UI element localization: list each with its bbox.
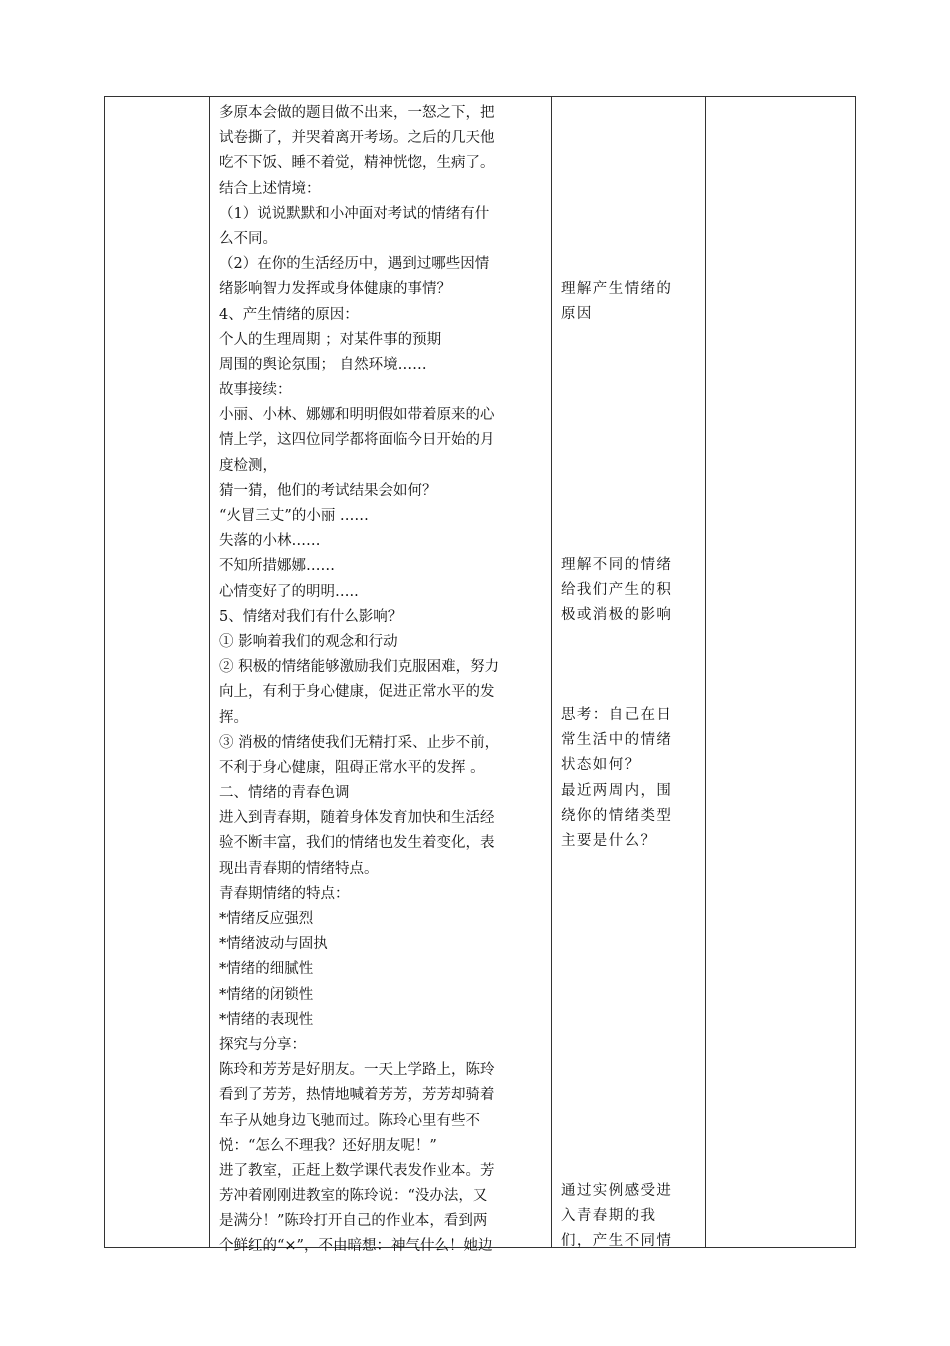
content-line: ③ 消极的情绪使我们无精打采、止步不前， [219, 734, 500, 751]
note-line: 给我们产生的积 [561, 582, 673, 599]
note-line: 主要是什么？ [561, 832, 657, 849]
note-line: 通过实例感受进 [561, 1183, 673, 1199]
content-line: （2）在你的生活经历中，遇到过哪些因情 [219, 256, 490, 273]
content-line: *情绪的表现性 [219, 1011, 314, 1028]
content-line: 车子从她身边飞驰而过。陈玲心里有些不 [219, 1112, 480, 1129]
content-line: 多原本会做的题目做不出来，一怒之下，把 [219, 105, 495, 121]
note-line: 入青春期的我 [561, 1208, 657, 1225]
content-line: 度检测， [219, 457, 277, 474]
content-line: （1）说说默默和小冲面对考试的情绪有什 [219, 205, 490, 222]
content-line: 4、产生情绪的原因： [219, 306, 359, 323]
content-line: ② 积极的情绪能够激励我们克服困难，努力 [219, 659, 500, 676]
content-line: 二、情绪的青春色调 [219, 785, 350, 802]
content-line: 心情变好了的明明….. [219, 583, 359, 600]
content-line: *情绪的闭锁性 [219, 986, 314, 1003]
content-line: 个鲜红的“×”，不由暗想：神气什么！她边 [219, 1238, 493, 1255]
note-line: 理解不同的情绪 [561, 557, 673, 573]
content-line: 现出青春期的情绪特点。 [219, 860, 379, 877]
content-line: 芳冲着刚刚进教室的陈玲说：“没办法，又 [219, 1188, 488, 1205]
content-line: 么不同。 [219, 230, 277, 247]
column-divider-3 [705, 97, 706, 1247]
note-line: 们，产生不同情 [561, 1233, 673, 1250]
content-line: 进了教室，正赶上数学课代表发作业本。芳 [219, 1162, 495, 1179]
content-line: 悦：“怎么不理我？还好朋友呢！” [219, 1137, 437, 1154]
content-line: 绪影响智力发挥或身体健康的事情？ [219, 281, 451, 298]
content-line: 情上学，这四位同学都将面临今日开始的月 [219, 432, 495, 449]
column-divider-2 [551, 97, 552, 1247]
content-line: 不知所措娜娜…… [219, 558, 335, 575]
note-line: 状态如何？ [561, 757, 641, 774]
content-line: 猜一猜，他们的考试结果会如何？ [219, 482, 437, 499]
teaching-content-column [219, 101, 549, 1260]
note-line: 原因 [561, 306, 593, 323]
note-line: 绕你的情绪类型 [561, 807, 673, 824]
design-note-3 [561, 703, 701, 854]
content-line: 青春期情绪的特点： [219, 885, 350, 902]
design-note-1 [561, 277, 701, 327]
content-line: 陈玲和芳芳是好朋友。一天上学路上，陈玲 [219, 1062, 495, 1079]
content-line: *情绪的细腻性 [219, 961, 314, 978]
content-line: 挥。 [219, 709, 248, 726]
content-line: 个人的生理周期 ；对某件事的预期 [219, 331, 442, 348]
content-line: *情绪波动与固执 [219, 936, 328, 953]
content-line: 探究与分享： [219, 1036, 306, 1053]
content-line: 验不断丰富，我们的情绪也发生着变化，表 [219, 835, 495, 852]
column-divider-1 [209, 97, 210, 1247]
lesson-table [104, 96, 856, 1255]
content-line: 结合上述情境： [219, 180, 321, 197]
content-line: 故事接续： [219, 382, 292, 399]
note-line: 理解产生情绪的 [561, 281, 673, 297]
content-line: 试卷撕了，并哭着离开考场。之后的几天他 [219, 130, 495, 147]
content-line: 是满分！”陈玲打开自己的作业本，看到两 [219, 1213, 488, 1230]
content-line: 向上，有利于身心健康，促进正常水平的发 [219, 684, 495, 701]
note-line: 常生活中的情绪 [561, 732, 673, 749]
content-line: 失落的小林…… [219, 533, 321, 550]
design-note-2 [561, 553, 701, 629]
note-line: 极或消极的影响 [561, 607, 673, 624]
content-line: 不利于身心健康，阻碍正常水平的发挥 。 [219, 759, 485, 776]
content-line: 进入到青春期，随着身体发育加快和生活经 [219, 810, 495, 827]
content-line: ① 影响着我们的观念和行动 [219, 633, 398, 650]
design-note-4 [561, 1179, 701, 1255]
content-line: 吃不下饭、睡不着觉，精神恍惚，生病了。 [219, 155, 495, 172]
content-line: 5、情绪对我们有什么影响？ [219, 608, 403, 625]
content-line: “火冒三丈”的小丽 …… [219, 508, 369, 524]
note-line: 思考：自己在日 [561, 707, 673, 723]
note-line: 最近两周内，围 [561, 782, 673, 799]
content-line: 小丽、小林、娜娜和明明假如带着原来的心 [219, 407, 495, 424]
content-line: *情绪反应强烈 [219, 911, 314, 927]
content-line: 周围的舆论氛围； 自然环境…… [219, 356, 427, 373]
content-line: 看到了芳芳，热情地喊着芳芳，芳芳却骑着 [219, 1087, 495, 1104]
